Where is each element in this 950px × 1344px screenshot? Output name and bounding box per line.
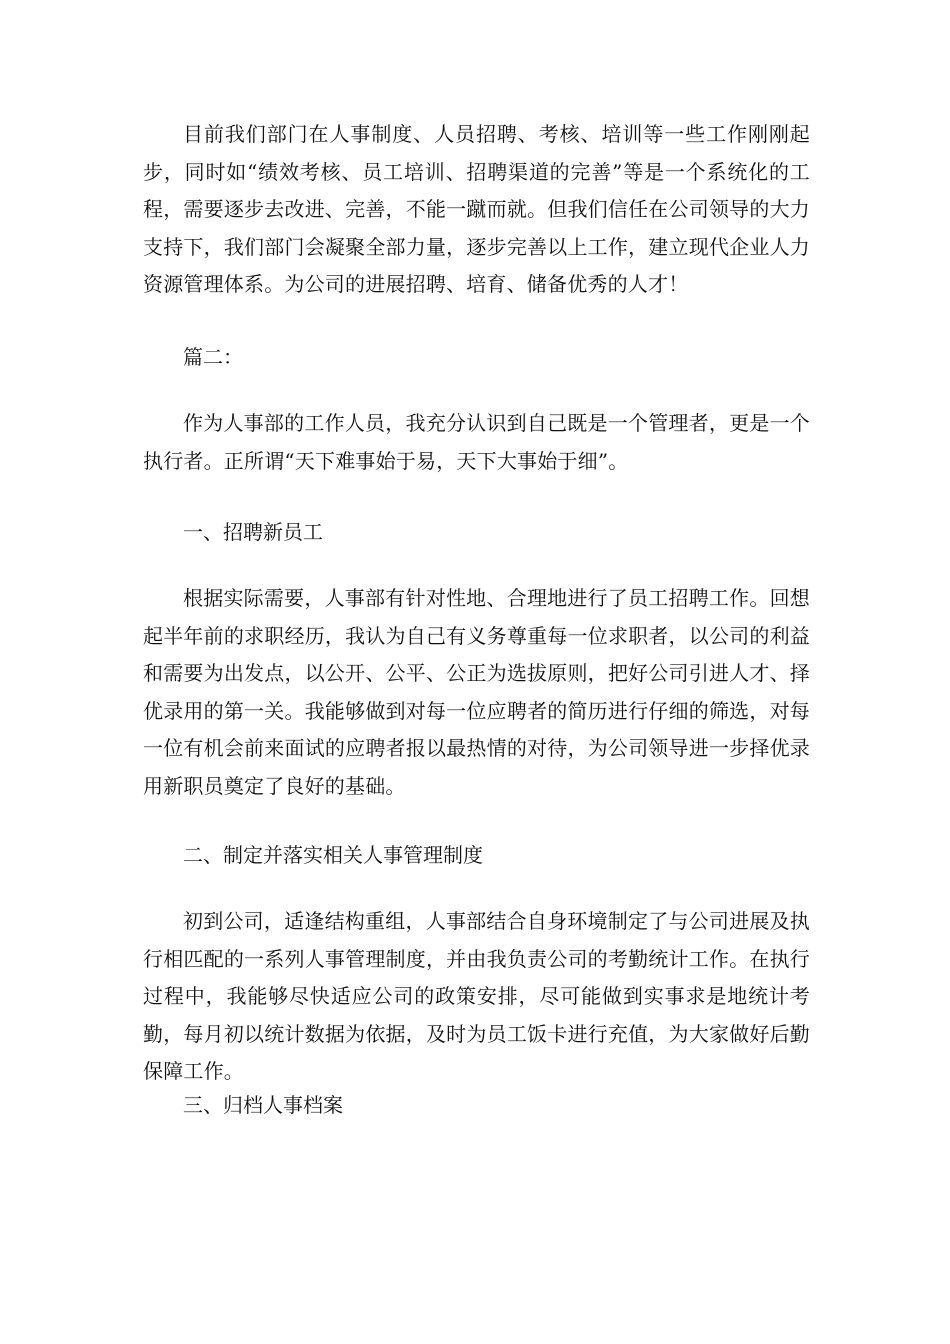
section-label: 篇二：: [183, 345, 243, 369]
paragraph-intro: 目前我们部门在人事制度、人员招聘、考核、培训等一些工作刚刚起步，同时如“绩效考核、员工培训、招聘渠道的完善”等是一个系统化的工程，需要逐步去改进、完善，不能一蹴而就。但我们信任在公司领导的大力支持下，我们部门会凝聚全部力量，逐步完善以上工作，建立现代企业人力资源管理体系。为公司的进展招聘、培育、储备优秀的人才！: [143, 122, 810, 296]
paragraph-recruitment: 根据实际需要，人事部有针对性地、合理地进行了员工招聘工作。回想起半年前的求职经历，我认为自己有义务尊重每一位求职者，以公司的利益和需要为出发点，以公开、公平、公正为选拔原则，把好公司引进人才、择优录用的第一关。我能够做到对每一位应聘者的简历进行仔细的筛选，对每一位有机会前来面试的应聘者报以最热情的对待，为公司领导进一步择优录用新职员奠定了良好的基础。: [143, 586, 810, 798]
heading-policy: 二、制定并落实相关人事管理制度: [183, 843, 483, 867]
paragraph-policy: 初到公司，适逢结构重组，人事部结合自身环境制定了与公司进展及执行相匹配的一系列人事管理制度，并由我负责公司的考勤统计工作。在执行过程中，我能够尽快适应公司的政策安排，尽可能做到实事求是地统计考勤，每月初以统计数据为依据，及时为员工饭卡进行充值，为大家做好后勤保障工作。: [143, 909, 810, 1083]
heading-archives: 三、归档人事档案: [183, 1093, 343, 1117]
paragraph-role: 作为人事部的工作人员，我充分认识到自己既是一个管理者，更是一个执行者。正所谓“天下难事始于易，天下大事始于细”。: [143, 411, 810, 473]
heading-recruitment: 一、招聘新员工: [183, 520, 323, 544]
